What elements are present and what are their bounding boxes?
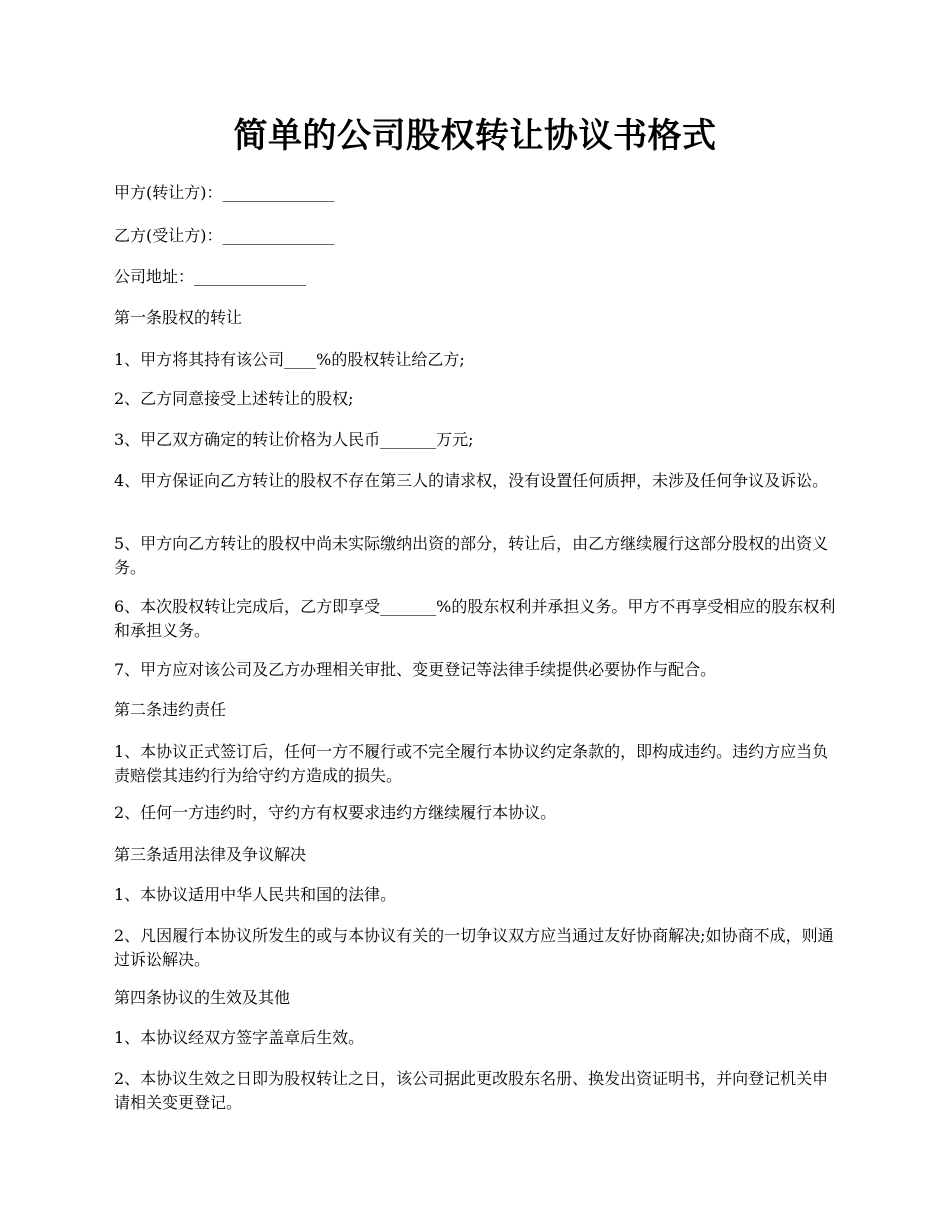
article-2-item-1: 1、本协议正式签订后，任何一方不履行或不完全履行本协议约定条款的，即构成违约。违约方应当负责赔偿其违约行为给守约方造成的损失。 (114, 742, 829, 785)
document-title: 简单的公司股权转让协议书格式 (233, 116, 717, 156)
article-2-item-2: 2、任何一方违约时，守约方有权要求违约方继续履行本协议。 (114, 803, 557, 822)
article-1-item-6: 6、本次股权转让完成后，乙方即享受_______%的股东权利并承担义务。甲方不再享受相应的股东权利和承担义务。 (114, 597, 836, 640)
article-4-heading: 第四条协议的生效及其他 (114, 988, 291, 1007)
article-3-heading: 第三条适用法律及争议解决 (114, 845, 307, 864)
article-4-item-1: 1、本协议经双方签字盖章后生效。 (114, 1028, 365, 1047)
article-1-item-4: 4、甲方保证向乙方转让的股权不存在第三人的请求权，没有设置任何质押，未涉及任何争议及诉讼。 (114, 471, 829, 490)
article-2-heading: 第二条违约责任 (114, 700, 227, 719)
company-address-field: 公司地址：______________ (114, 267, 307, 286)
party-b-field: 乙方(受让方)：______________ (114, 226, 335, 245)
article-1-item-1: 1、甲方将其持有该公司____%的股权转让给乙方; (114, 350, 465, 369)
article-1-heading: 第一条股权的转让 (114, 308, 243, 327)
party-a-field: 甲方(转让方)：______________ (114, 183, 335, 202)
article-1-item-7: 7、甲方应对该公司及乙方办理相关审批、变更登记等法律手续提供必要协作与配合。 (114, 660, 717, 679)
article-4-item-2: 2、本协议生效之日即为股权转让之日，该公司据此更改股东名册、换发出资证明书，并向登记机关申请相关变更登记。 (114, 1069, 829, 1112)
article-3-item-1: 1、本协议适用中华人民共和国的法律。 (114, 885, 397, 904)
article-3-item-2: 2、凡因履行本协议所发生的或与本协议有关的一切争议双方应当通过友好协商解决;如协商不成，则通过诉讼解决。 (114, 926, 834, 969)
article-1-item-3: 3、甲乙双方确定的转让价格为人民币_______万元; (114, 430, 474, 449)
article-1-item-5: 5、甲方向乙方转让的股权中尚未实际缴纳出资的部分，转让后，由乙方继续履行这部分股权的出资义务。 (114, 534, 829, 577)
article-1-item-2: 2、乙方同意接受上述转让的股权; (114, 389, 354, 408)
